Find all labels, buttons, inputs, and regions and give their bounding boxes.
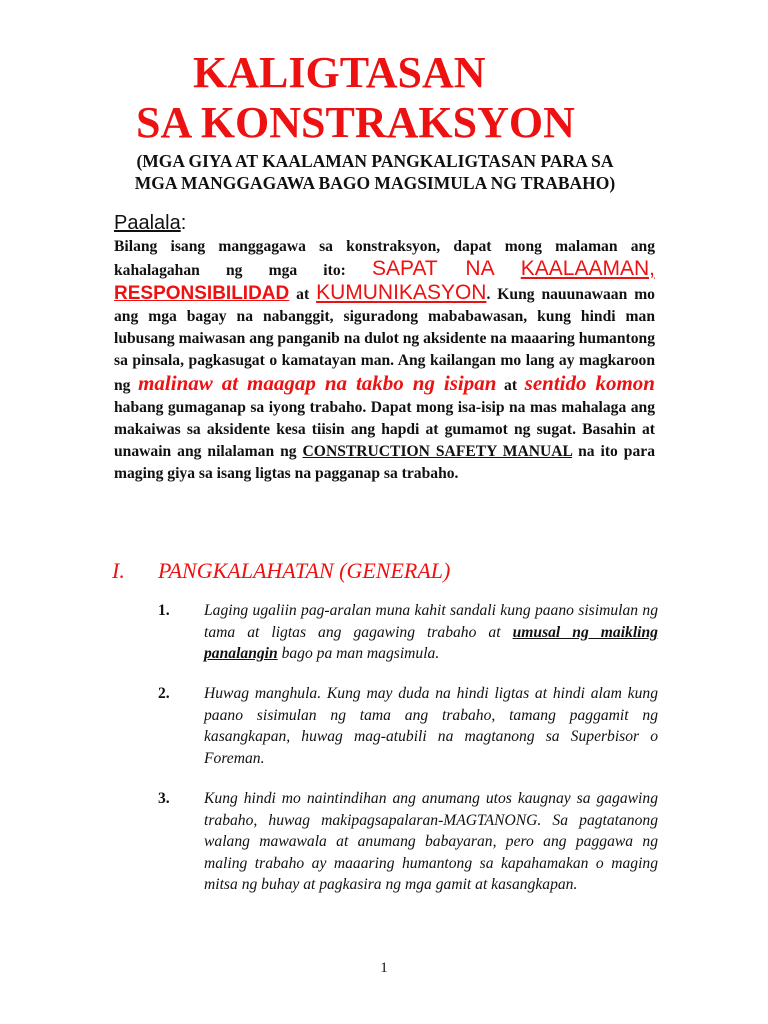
highlight-kaalaaman: KAALAAMAN,	[520, 257, 655, 280]
list-item	[158, 600, 658, 665]
title-line-1: KALIGTASAN	[193, 48, 486, 97]
item-text-a: Laging ugaliin pag-aralan muna kahit sandali kung paano sisimulan ng tama at ligtas ang gagawing trabaho at	[204, 602, 658, 641]
paalala-colon: :	[180, 212, 187, 234]
item-number: 3.	[158, 790, 170, 807]
item-number: 1.	[158, 602, 170, 619]
intro-text-1: Bilang isang manggagawa sa konstraksyon, dapat mong malaman ang kahalagahan ng mga ito:	[114, 238, 655, 279]
section-heading	[112, 558, 450, 584]
intro-paragraph	[114, 236, 655, 485]
subtitle-line-1: (MGA GIYA AT KAALAMAN PANGKALIGTASAN PARA SA	[136, 151, 614, 171]
construction-safety-manual: CONSTRUCTION SAFETY MANUAL	[302, 443, 573, 460]
intro-at-1: at	[296, 286, 310, 303]
list-item	[158, 788, 658, 896]
item-text: Huwag manghula. Kung may duda na hindi ligtas at hindi alam kung paano sisimulan ng tama ang trabaho, tamang paggamit ng kasangkapan, huwag mag-atubili na magtanong sa Superbisor o Foreman.	[204, 685, 658, 767]
item-text-bold: umusal ng maikling panalangin	[204, 623, 658, 662]
section-number: I.	[112, 558, 125, 583]
highlight-responsibilidad: RESPONSIBILIDAD	[114, 283, 290, 304]
highlight-sapat-na: SAPAT NA	[371, 257, 495, 280]
intro-text-4: na ito para maging giya sa isang ligtas na pagganap sa trabaho.	[114, 443, 655, 482]
section-title: PANGKALAHATAN (GENERAL)	[158, 558, 451, 583]
paalala-label: Paalala	[114, 212, 181, 234]
title-line-2: SA KONSTRAKSYON	[136, 98, 575, 147]
subtitle	[110, 150, 640, 194]
page-number: 1	[380, 960, 388, 976]
highlight-sentido-komon: sentido komon	[524, 371, 655, 395]
subtitle-line-2: MGA MANGGAGAWA BAGO MAGSIMULA NG TRABAHO)	[134, 173, 616, 193]
intro-text-3: habang gumaganap sa iyong trabaho. Dapat mong isa-isip na mas mahalaga ang makaiwas sa aksidente kesa tiisin ang hapdi at gumamot ng sugat. Basahin at unawain ang nilalaman ng	[114, 399, 655, 460]
intro-at-2: at	[504, 377, 518, 394]
item-text: Kung hindi mo naintindihan ang anumang utos kaugnay sa gagawing trabaho, huwag makipagsapalaran-MAGTANONG. Sa pagtatanong walang mawawala at anumang babayaran, pero ang paggawa ng maling trabaho ay maaaring humantong sa kapahamakan o maging mitsa ng buhay at pagkasira ng mga gamit at kasangkapan.	[204, 790, 658, 893]
item-number: 2.	[158, 685, 170, 702]
highlight-kumunikasyon: KUMUNIKASYON	[316, 281, 487, 304]
item-text	[204, 600, 658, 665]
list-item	[158, 683, 658, 769]
item-text-b: bago pa man magsimula.	[281, 645, 440, 662]
highlight-malinaw: malinaw at maagap na takbo ng isipan	[138, 371, 497, 395]
paalala-heading	[114, 212, 186, 235]
intro-text-2: . Kung nauunawaan mo ang mga bagay na nabanggit, siguradong mababawasan, kung hindi man lubusang maiwasan ang panganib na dulot ng aksidente na maaaring humantong sa pinsala, pagkasugat o kamatayan man. Ang kailangan mo lang ay magkaroon ng	[114, 286, 655, 394]
